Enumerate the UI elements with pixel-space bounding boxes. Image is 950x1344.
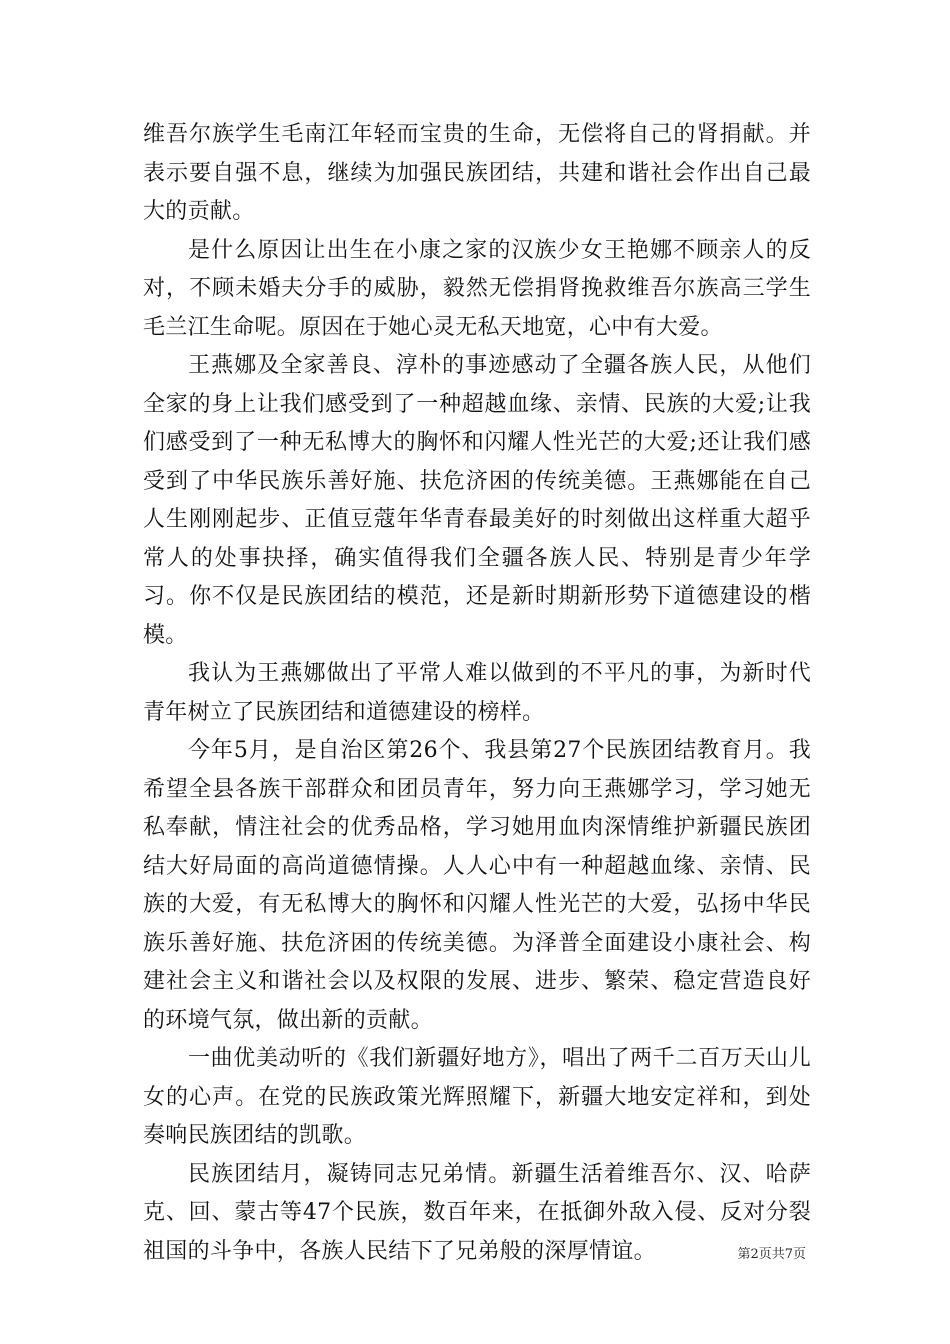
paragraph-2: 是什么原因让出生在小康之家的汉族少女王艳娜不顾亲人的反对，不顾未婚夫分手的威胁，毅然无偿捐肾挽救维吾尔族高三学生毛兰江生命呢。原因在于她心灵无私天地宽，心中有大爱。 <box>143 237 811 340</box>
paragraph-1: 维吾尔族学生毛南江年轻而宝贵的生命，无偿将自己的肾捐献。并表示要自强不息，继续为加强民族团结，共建和谐社会作出自己最大的贡献。 <box>143 122 811 224</box>
paragraph-4: 我认为王燕娜做出了平常人难以做到的不平凡的事，为新时代青年树立了民族团结和道德建设的榜样。 <box>143 661 811 725</box>
paragraph-3: 王燕娜及全家善良、淳朴的事迹感动了全疆各族人民，从他们全家的身上让我们感受到了一种超越血缘、亲情、民族的大爱;让我们感受到了一种无私博大的胸怀和闪耀人性光芒的大爱;还让我们感受到了中华民族乐善好施、扶危济困的传统美德。王燕娜能在自己人生刚刚起步、正值豆蔻年华青春最美好的时刻做出这样重大超乎常人的处事抉择，确实值得我们全疆各族人民、特别是青少年学习。你不仅是民族团结的模范，还是新时期新形势下道德建设的楷模。 <box>143 353 811 648</box>
paragraph-6: 一曲优美动听的《我们新疆好地方》，唱出了两千二百万天山儿女的心声。在党的民族政策光辉照耀下，新疆大地安定祥和，到处奏响民族团结的凯歌。 <box>143 1046 811 1148</box>
paragraph-7: 民族团结月，凝铸同志兄弟情。新疆生活着维吾尔、汉、哈萨克、回、蒙古等47个民族，数百年来，在抵御外敌入侵、反对分裂祖国的斗争中，各族人民结下了兄弟般的深厚情谊。 <box>143 1161 811 1264</box>
page-number-footer: 第2页共7页 <box>737 1247 806 1262</box>
paragraph-5: 今年5月，是自治区第26个、我县第27个民族团结教育月。我希望全县各族干部群众和团员青年，努力向王燕娜学习，学习她无私奉献，情注社会的优秀品格，学习她用血肉深情维护新疆民族团结大好局面的高尚道德情操。人人心中有一种超越血缘、亲情、民族的大爱，有无私博大的胸怀和闪耀人性光芒的大爱，弘扬中华民族乐善好施、扶危济困的传统美德。为泽普全面建设小康社会、构建社会主义和谐社会以及权限的发展、进步、繁荣、稳定营造良好的环境气氛，做出新的贡献。 <box>143 738 811 1033</box>
document-body <box>143 116 811 1271</box>
